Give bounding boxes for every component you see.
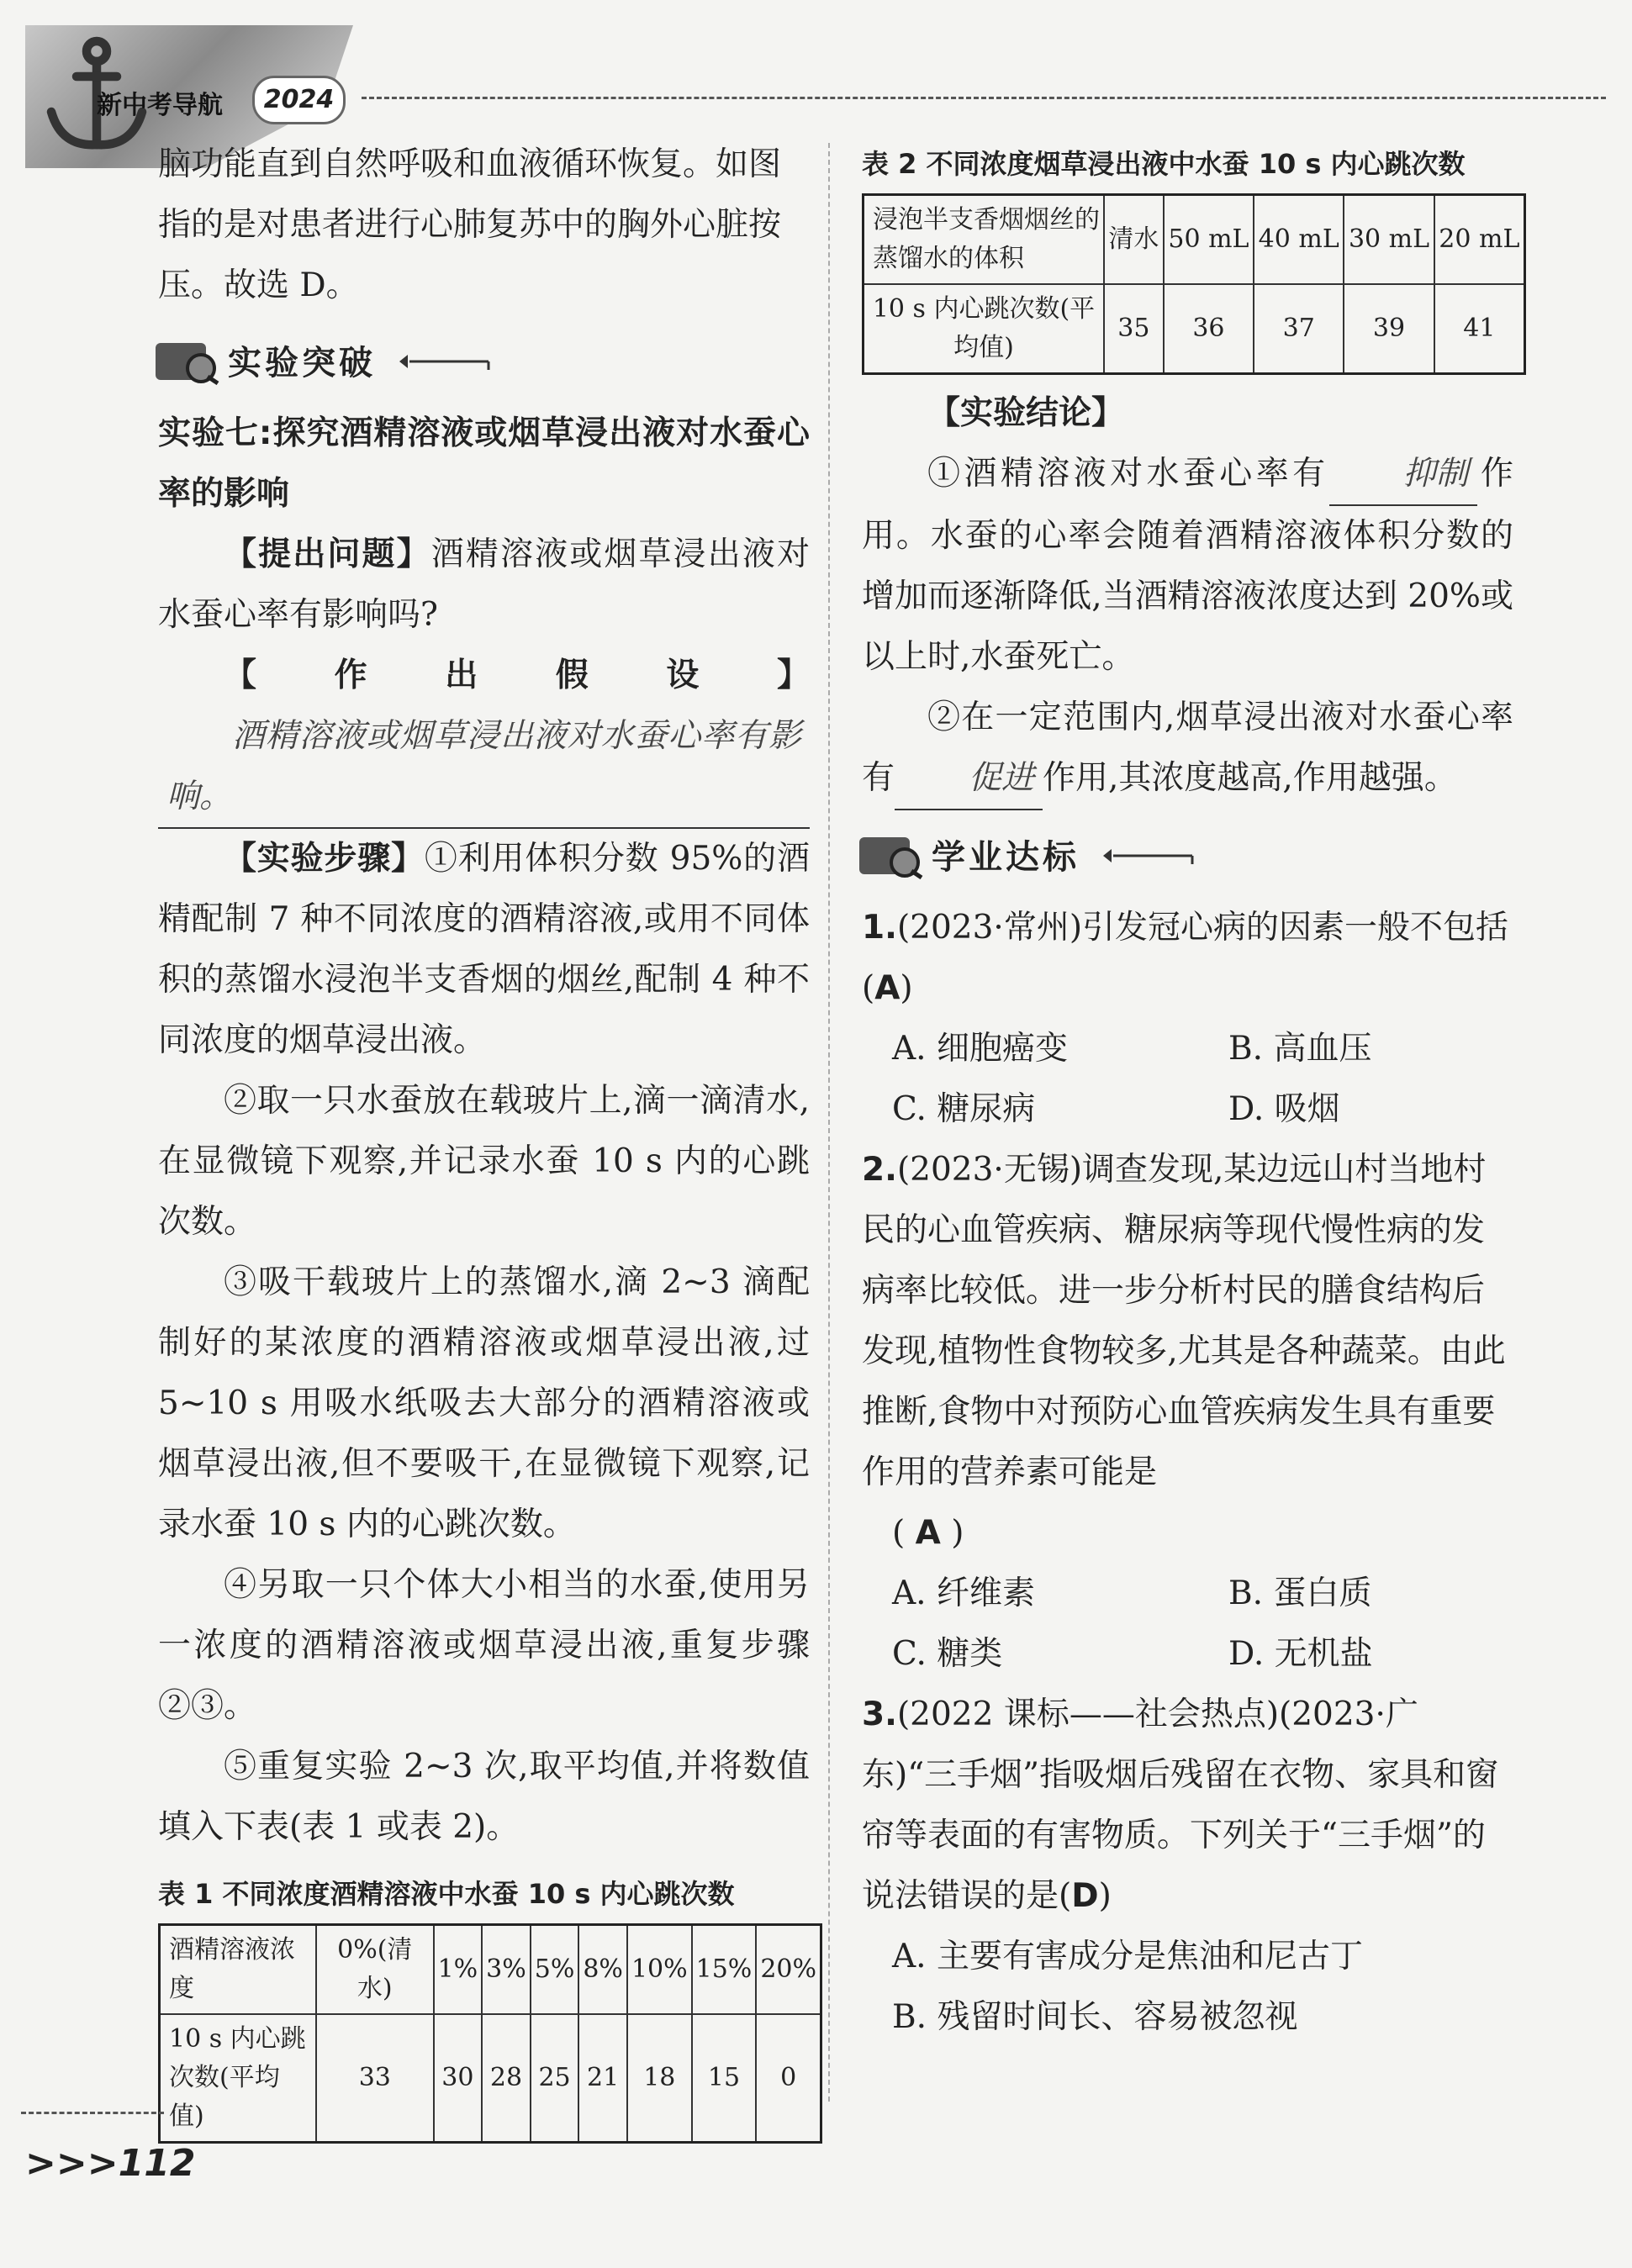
- intro-line: 脑功能直到自然呼吸和血液循环恢复。如图: [158, 145, 782, 183]
- question-number: 2.: [862, 1151, 897, 1189]
- question-answer: A: [874, 969, 901, 1007]
- table1-value: 33: [316, 2014, 434, 2143]
- question-2: [862, 1140, 1513, 1503]
- header-divider: [362, 97, 1606, 99]
- conclusion-2-pre: ②在一定范围内,烟草浸出液对水蚕心率有: [862, 699, 1513, 797]
- step-5: ⑤重复实验 2~3 次,取平均值,并将数值填入下表(表 1 或表 2)。: [158, 1748, 810, 1846]
- header-year: 2024: [252, 76, 346, 124]
- table1-col: 8%: [578, 1925, 627, 2015]
- table1-col: 10%: [627, 1925, 692, 2015]
- table-row: [160, 2014, 821, 2143]
- table2-title: 表 2 不同浓度烟草浸出液中水蚕 10 s 内心跳次数: [862, 148, 1466, 180]
- question-text: (2022 课标——社会热点)(2023·广东)“三手烟”指吸烟后残留在衣物、家具和窗帘等表面的有害物质。下列关于“三手烟”的说法错误的是(: [862, 1696, 1499, 1915]
- option: A. 主要有害成分是焦油和尼古丁: [892, 1938, 1363, 1975]
- left-column: [158, 134, 816, 2144]
- table1-col: 15%: [692, 1925, 757, 2015]
- table1-value: 21: [578, 2014, 627, 2143]
- option: B. 蛋白质: [1228, 1574, 1372, 1612]
- question-2-answer-line: [862, 1503, 1513, 1564]
- table2-value: 39: [1344, 284, 1434, 374]
- question-close: ): [951, 1514, 964, 1552]
- section-title: 实验突破: [228, 344, 376, 382]
- question-text: (2023·常州)引发冠心病的因素一般不包括(: [862, 909, 1509, 1007]
- right-column: [862, 134, 1520, 2048]
- question-text: 酒精溶液或烟草浸出液对水蚕心率有影响吗?: [158, 535, 810, 634]
- conclusion-2: [862, 688, 1513, 810]
- intro-line: 指的是对患者进行心肺复苏中的胸外心脏按: [158, 206, 782, 244]
- table1-col: 5%: [531, 1925, 579, 2015]
- table2-value: 36: [1164, 284, 1254, 374]
- table2-value: 41: [1434, 284, 1525, 374]
- conclusion-1-answer: 抑制: [1329, 444, 1477, 506]
- table2-row1-header: 浸泡半支香烟烟丝的蒸馏水的体积: [864, 195, 1105, 285]
- section-banner-practice: [858, 822, 1513, 889]
- table1-title: 表 1 不同浓度酒精溶液中水蚕 10 s 内心跳次数: [158, 1878, 735, 1910]
- question-answer: D: [1071, 1877, 1099, 1915]
- table1-value: 28: [482, 2014, 531, 2143]
- option: D. 吸烟: [1228, 1090, 1340, 1128]
- table2: [862, 193, 1526, 375]
- conclusion-1-post: 作用。水蚕的心率会随着酒精溶液体积分数的增加而逐渐降低,当酒精溶液浓度达到 20%或以上时,水蚕死亡。: [862, 455, 1513, 676]
- question-1: [862, 898, 1513, 1019]
- conclusion-2-post: 作用,其浓度越高,作用越强。: [1043, 759, 1457, 797]
- question-paragraph: [158, 525, 810, 646]
- step-3: ③吸干载玻片上的蒸馏水,滴 2~3 滴配制好的某浓度的酒精溶液或烟草浸出液,过 5~10 s 用吸水纸吸去大部分的酒精溶液或烟草浸出液,但不要吸干,在显微镜下观察,记录水蚕 10 s 内的心跳次数。: [158, 1263, 810, 1543]
- table1-col: 0%(清水): [316, 1925, 434, 2015]
- question-3: [862, 1685, 1513, 1927]
- table1: [158, 1923, 822, 2144]
- table2-col: 40 mL: [1254, 195, 1344, 285]
- option: C. 糖尿病: [892, 1090, 1036, 1128]
- section-title: 学业达标: [932, 838, 1080, 877]
- question-2-options: [862, 1564, 1513, 1685]
- page-number: >>>112: [25, 2142, 196, 2185]
- arrow-icon: [1101, 846, 1194, 866]
- question-label: 【提出问题】: [224, 535, 431, 573]
- option: C. 糖类: [892, 1635, 1003, 1673]
- steps-label: 【实验步骤】: [224, 840, 425, 878]
- conclusion-label: 【实验结论】: [927, 394, 1125, 432]
- table2-col: 50 mL: [1164, 195, 1254, 285]
- table1-row1-header: 酒精溶液浓度: [160, 1925, 317, 2015]
- table1-col: 3%: [482, 1925, 531, 2015]
- option: B. 高血压: [1228, 1030, 1372, 1068]
- table-row: [160, 1925, 821, 2015]
- table1-value: 18: [627, 2014, 692, 2143]
- experiment-title: 实验七:探究酒精溶液或烟草浸出液对水蚕心率的影响: [158, 414, 810, 513]
- table2-col: 20 mL: [1434, 195, 1525, 285]
- option: A. 纤维素: [892, 1574, 1035, 1612]
- question-number: 1.: [862, 909, 897, 947]
- question-close: ): [900, 969, 913, 1007]
- table1-value: 25: [531, 2014, 579, 2143]
- table1-col: 20%: [756, 1925, 821, 2015]
- option: B. 残留时间长、容易被忽视: [892, 1998, 1298, 2036]
- option: A. 细胞癌变: [892, 1030, 1068, 1068]
- step-2: ②取一只水蚕放在载玻片上,滴一滴清水,在显微镜下观察,并记录水蚕 10 s 内的心跳次数。: [158, 1082, 810, 1241]
- page-number-value: 112: [118, 2142, 196, 2185]
- intro-line: 压。故选 D。: [158, 266, 359, 304]
- question-answer: A: [915, 1514, 941, 1552]
- question-1-options: [862, 1019, 1513, 1140]
- hypothesis-label: 【作出假设】: [224, 657, 810, 694]
- arrow-icon: [398, 351, 490, 372]
- table2-col: 清水: [1104, 195, 1164, 285]
- conclusion-1: [862, 444, 1513, 688]
- hypothesis-answer: 酒精溶液或烟草浸出液对水蚕心率有影响。: [158, 706, 810, 829]
- question-close: ): [1098, 1877, 1112, 1915]
- option: D. 无机盐: [1228, 1635, 1373, 1673]
- table1-value: 15: [692, 2014, 757, 2143]
- table2-value: 35: [1104, 284, 1164, 374]
- conclusion-2-answer: 促进: [895, 748, 1043, 810]
- header-title: 新中考导航: [97, 91, 223, 120]
- step-1: ①利用体积分数 95%的酒精配制 7 种不同浓度的酒精溶液,或用不同体积的蒸馏水浸泡半支香烟的烟丝,配制 4 种不同浓度的烟草浸出液。: [158, 840, 810, 1059]
- table1-value: 0: [756, 2014, 821, 2143]
- question-open: (: [892, 1514, 906, 1552]
- table2-row2-header: 10 s 内心跳次数(平均值): [864, 284, 1105, 374]
- table2-col: 30 mL: [1344, 195, 1434, 285]
- question-number: 3.: [862, 1696, 897, 1733]
- table1-value: 30: [434, 2014, 483, 2143]
- footer-divider: [21, 2112, 164, 2114]
- magnifier-icon: [154, 335, 221, 385]
- step-4: ④另取一只个体大小相当的水蚕,使用另一浓度的酒精溶液或烟草浸出液,重复步骤②③。: [158, 1566, 810, 1725]
- question-text: (2023·无锡)调查发现,某边远山村当地村民的心血管疾病、糖尿病等现代慢性病的发病率比较低。进一步分析村民的膳食结构后发现,植物性食物较多,尤其是各种蔬菜。由此推断,食物中对预防心血管疾病发生具有重要作用的营养素可能是: [862, 1151, 1506, 1491]
- table-row: [864, 195, 1525, 285]
- table2-value: 37: [1254, 284, 1344, 374]
- hypothesis-paragraph: [158, 646, 810, 829]
- table-row: [864, 284, 1525, 374]
- step-paragraph: [158, 829, 810, 1071]
- column-divider: [828, 143, 830, 2102]
- table1-col: 1%: [434, 1925, 483, 2015]
- section-banner-experiment: [154, 328, 810, 395]
- magnifier-icon: [858, 829, 925, 879]
- conclusion-1-pre: ①酒精溶液对水蚕心率有: [927, 455, 1329, 493]
- table1-row2-header: 10 s 内心跳次数(平均值): [160, 2014, 317, 2143]
